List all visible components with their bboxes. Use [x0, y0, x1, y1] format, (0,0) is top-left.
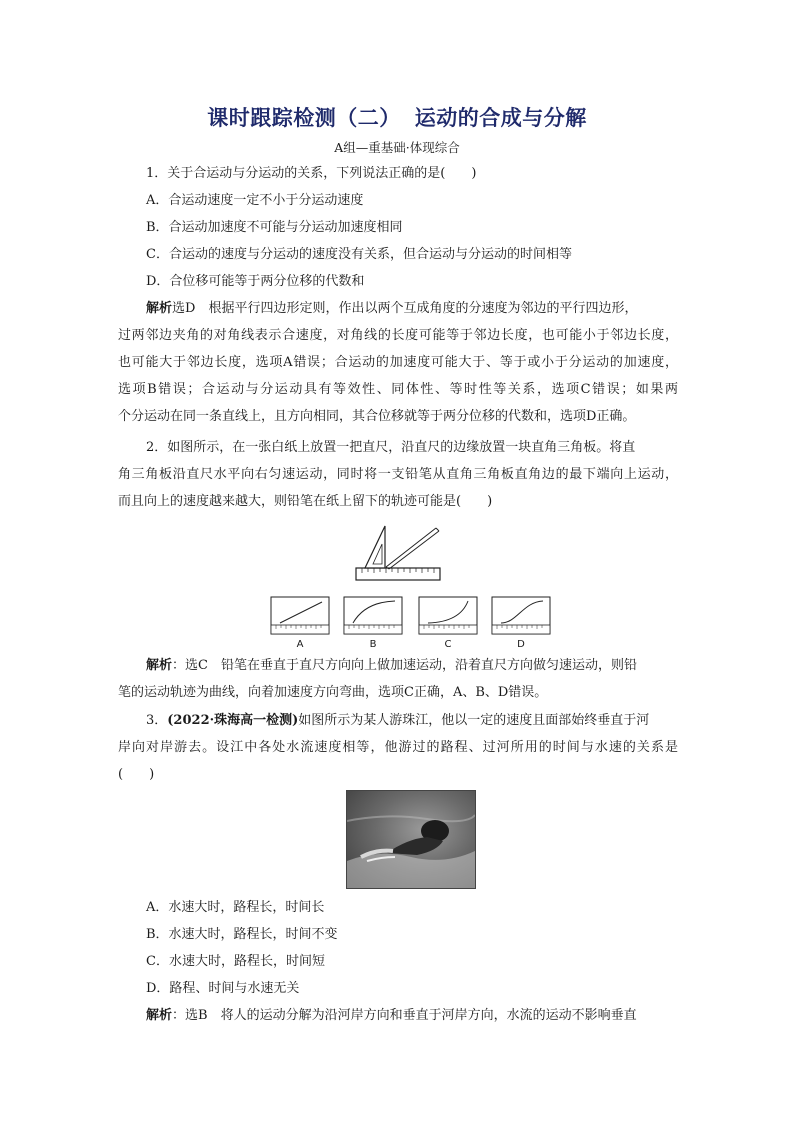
title-main: 课时跟踪检测（二）	[207, 106, 401, 130]
choice-c-label: C	[444, 639, 452, 650]
q2-stem-line-1: 2．如图所示，在一张白纸上放置一把直尺，沿直尺的边缘放置一块直角三角板。将直	[146, 440, 636, 455]
q3-source: (2022·珠海高一检测)	[167, 713, 299, 728]
q3-analysis-line-1: 解析：选B 将人的运动分解为沿河岸方向和垂直于河岸方向，水流的运动不影响垂直	[146, 1008, 637, 1023]
q3-option-a: A．水速大时，路程长，时间长	[146, 900, 325, 915]
q2-analysis-line-1: 解析：选C 铅笔在垂直于直尺方向向上做加速运动，沿着直尺方向做匀速运动，则铅	[146, 658, 637, 673]
page-title	[0, 102, 794, 132]
q1-option-b: B．合运动加速度不可能与分运动加速度相同	[146, 220, 403, 235]
choice-d-label: D	[517, 639, 525, 650]
choice-b-label: B	[369, 639, 377, 650]
q3-stem-line-3: ( )	[118, 767, 155, 782]
q1-stem: 1．关于合运动与分运动的关系，下列说法正确的是( )	[146, 166, 477, 181]
choice-d-trajectory	[491, 596, 551, 636]
q3-stem-line-1: 3．(2022·珠海高一检测)如图所示为某人游珠江，他以一定的速度且面部始终垂直于河	[146, 713, 650, 728]
q1-analysis-line-2: 过两邻边夹角的对角线表示合速度，对角线的长度可能等于邻边长度，也可能小于邻边长度，	[118, 328, 678, 343]
choice-b-trajectory	[343, 596, 403, 636]
q1-analysis-label: 解析	[146, 301, 173, 316]
swimmer-photo	[346, 790, 476, 889]
q3-stem-line-2: 岸向对岸游去。设江中各处水流速度相等，他游过的路程、过河所用的时间与水速的关系是	[118, 740, 678, 755]
ruler-triangle-pencil-diagram	[354, 518, 444, 584]
q1-analysis-line-4: 选项B错误；合运动与分运动具有等效性、同体性、等时性等关系，选项C错误；如果两	[118, 382, 678, 397]
title-sub: 运动的合成与分解	[414, 106, 587, 130]
q1-analysis-line-5: 个分运动在同一条直线上，且方向相同，其合位移就等于两分位移的代数和，选项D正确。	[118, 409, 636, 424]
q2-stem-line-3: 而且向上的速度越来越大，则铅笔在纸上留下的轨迹可能是( )	[118, 494, 493, 509]
q1-option-c: C．合运动的速度与分运动的速度没有关系，但合运动与分运动的时间相等	[146, 247, 572, 262]
q1-option-a: A．合运动速度一定不小于分运动速度	[146, 193, 364, 208]
q1-option-d: D．合位移可能等于两分位移的代数和	[146, 274, 365, 289]
q2-stem-line-2: 角三角板沿直尺水平向右匀速运动，同时将一支铅笔从直角三角板直角边的最下端向上运动，	[118, 467, 678, 482]
q3-option-b: B．水速大时，路程长，时间不变	[146, 927, 338, 942]
q3-option-d: D．路程、时间与水速无关	[146, 981, 300, 996]
choice-a-label: A	[296, 639, 304, 650]
q3-analysis-label: 解析	[146, 1008, 173, 1023]
choice-c-trajectory	[418, 596, 478, 636]
group-heading: A组—重基础·体现综合	[334, 140, 460, 155]
q3-option-c: C．水速大时，路程长，时间短	[146, 954, 325, 969]
q2-analysis-label: 解析	[146, 658, 173, 673]
q1-analysis-line-3: 也可能大于邻边长度，选项A错误；合运动的加速度可能大于、等于或小于分运动的加速度，	[118, 355, 678, 370]
choice-a-trajectory	[270, 596, 330, 636]
q2-analysis-line-2: 笔的运动轨迹为曲线，向着加速度方向弯曲，选项C正确，A、B、D错误。	[118, 685, 548, 700]
q1-analysis-line-1: 解析选D 根据平行四边形定则，作出以两个互成角度的分速度为邻边的平行四边形，	[146, 301, 638, 316]
